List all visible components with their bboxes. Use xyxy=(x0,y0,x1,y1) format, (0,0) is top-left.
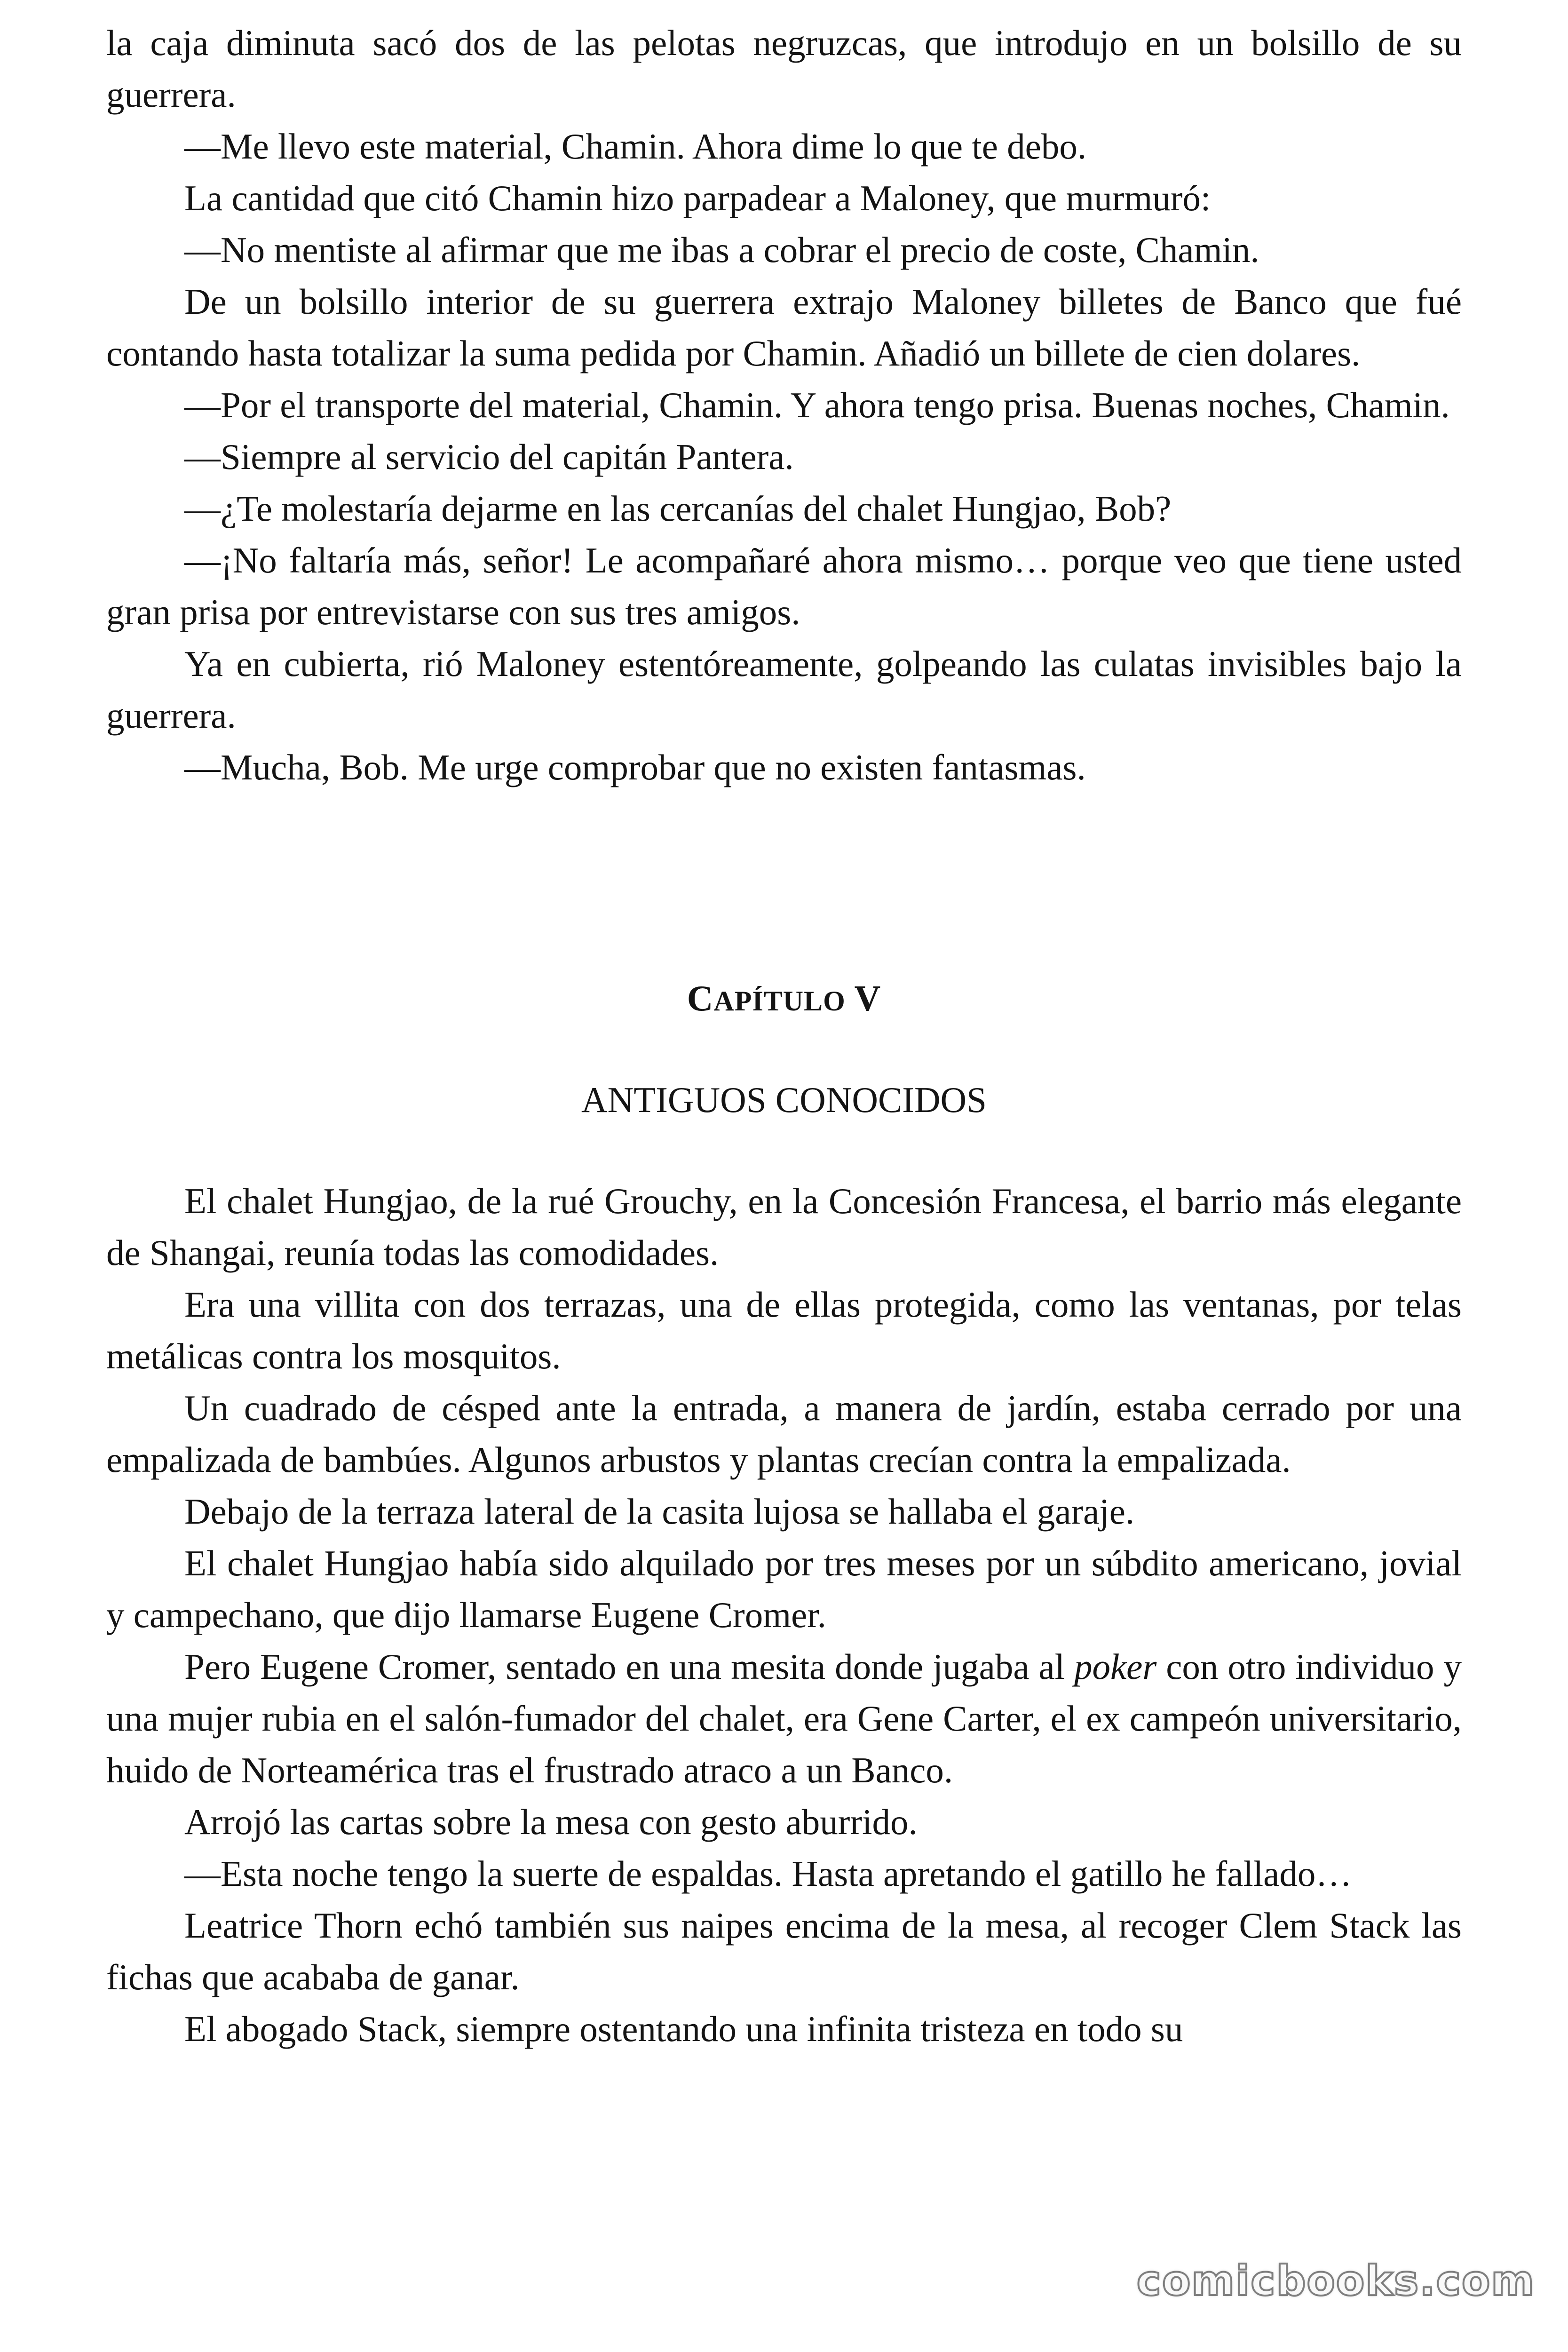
poker-text-after: con otro individuo y una mujer rubia en el salón-fumador del chalet, era Gene Carter, el ex campeón universitario, huido de Norteamérica tras el frustrado atraco a un Banco. xyxy=(106,1646,1462,1790)
section-before xyxy=(106,17,1462,793)
paragraph: —Me llevo este material, Chamin. Ahora dime lo que te debo. xyxy=(184,126,1087,167)
paragraph: El chalet Hungjao había sido alquilado por tres meses por un súbdito americano, jovial y campechano, que dijo llamarse Eugene Cromer. xyxy=(106,1543,1462,1635)
paragraph: —Mucha, Bob. Me urge comprobar que no existen fantasmas. xyxy=(184,747,1086,787)
chapter-heading xyxy=(106,975,1462,1025)
paragraph: Leatrice Thorn echó también sus naipes encima de la mesa, al recoger Clem Stack las fichas que acababa de ganar. xyxy=(106,1905,1462,1997)
section-after xyxy=(106,1175,1462,2055)
paragraph: Debajo de la terraza lateral de la casita lujosa se hallaba el garaje. xyxy=(184,1491,1135,1532)
poker-text-before: Pero Eugene Cromer, sentado en una mesita donde jugaba al xyxy=(184,1646,1074,1687)
paragraph: Era una villita con dos terrazas, una de ellas protegida, como las ventanas, por telas metálicas contra los mosquitos. xyxy=(106,1284,1462,1376)
chapter-number: V xyxy=(854,978,881,1018)
watermark-logo: comicbooks.com xyxy=(1136,2257,1535,2305)
poker-italic-word: poker xyxy=(1074,1646,1157,1687)
book-page xyxy=(106,17,1462,2055)
paragraph: —No mentiste al afirmar que me ibas a cobrar el precio de coste, Chamin. xyxy=(184,230,1259,270)
paragraph: la caja diminuta sacó dos de las pelotas negruzcas, que introdujo en un bolsillo de su guerrera. xyxy=(106,23,1462,115)
paragraph: El abogado Stack, siempre ostentando una infinita tristeza en todo su xyxy=(184,2009,1183,2049)
paragraph: —¿Te molestaría dejarme en las cercanías del chalet Hungjao, Bob? xyxy=(184,488,1172,529)
paragraph: —¡No faltaría más, señor! Le acompañaré ahora mismo… porque veo que tiene usted gran prisa por entrevistarse con sus tres amigos. xyxy=(106,540,1462,632)
paragraph: De un bolsillo interior de su guerrera extrajo Maloney billetes de Banco que fué contando hasta totalizar la suma pedida por Chamin. Añadió un billete de cien dolares. xyxy=(106,281,1462,373)
paragraph: Arrojó las cartas sobre la mesa con gesto aburrido. xyxy=(184,1802,918,1842)
paragraph: El chalet Hungjao, de la rué Grouchy, en la Concesión Francesa, el barrio más elegante de Shangai, reunía todas las comodidades. xyxy=(106,1181,1462,1273)
chapter-label-rest: APÍTULO xyxy=(713,985,846,1017)
paragraph: Ya en cubierta, rió Maloney estentóreamente, golpeando las culatas invisibles bajo la guerrera. xyxy=(106,644,1462,736)
chapter-title: ANTIGUOS CONOCIDOS xyxy=(581,1080,987,1120)
paragraph-poker xyxy=(106,1641,1462,1796)
paragraph: La cantidad que citó Chamin hizo parpadear a Maloney, que murmuró: xyxy=(184,178,1211,218)
paragraph: Un cuadrado de césped ante la entrada, a manera de jardín, estaba cerrado por una empalizada de bambúes. Algunos arbustos y plantas crecían contra la empalizada. xyxy=(106,1388,1462,1480)
paragraph: —Siempre al servicio del capitán Pantera. xyxy=(184,437,794,477)
paragraph: —Por el transporte del material, Chamin. Y ahora tengo prisa. Buenas noches, Chamin. xyxy=(184,385,1450,425)
chapter-label-initial: C xyxy=(687,978,714,1018)
paragraph: —Esta noche tengo la suerte de espaldas. Hasta apretando el gatillo he fallado… xyxy=(184,1853,1352,1894)
